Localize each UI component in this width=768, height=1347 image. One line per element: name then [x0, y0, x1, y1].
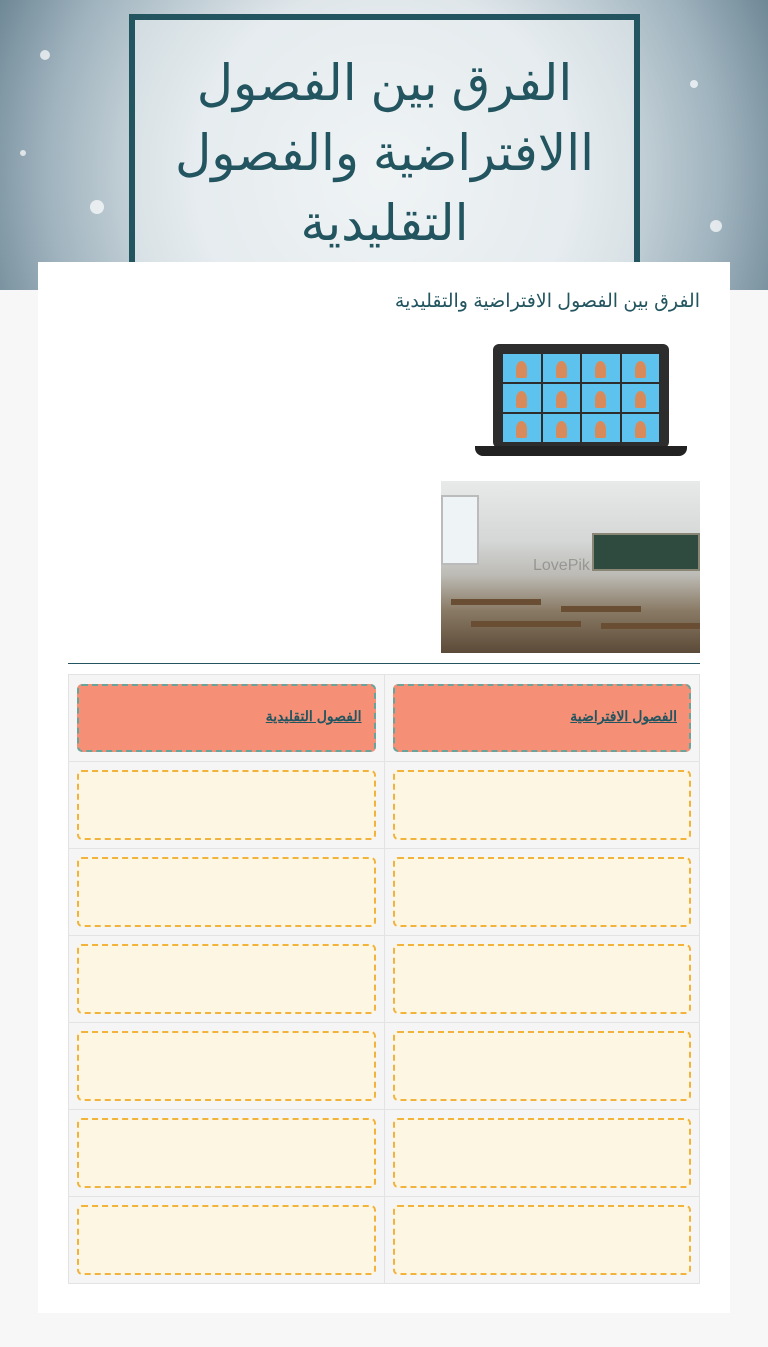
drop-zone[interactable] [77, 944, 376, 1014]
drop-zone[interactable] [77, 857, 376, 927]
classroom-photo [441, 481, 700, 653]
drop-zone[interactable] [393, 944, 692, 1014]
sorting-table [68, 674, 700, 1284]
drop-zone[interactable] [77, 1205, 376, 1275]
drop-zone[interactable] [393, 1205, 692, 1275]
drop-zone[interactable] [393, 770, 692, 840]
header-virtual-classes[interactable]: الفصول الافتراضية [393, 684, 692, 752]
drop-zone[interactable] [77, 1031, 376, 1101]
drop-zone[interactable] [393, 857, 692, 927]
header-traditional-classes[interactable]: الفصول التقليدية [77, 684, 376, 752]
drop-zone[interactable] [77, 1118, 376, 1188]
divider [68, 663, 700, 664]
subtitle: الفرق بين الفصول الافتراضية والتقليدية [394, 291, 700, 312]
virtual-class-laptop-image [475, 344, 687, 457]
drop-zone[interactable] [393, 1031, 692, 1101]
drop-zone[interactable] [77, 770, 376, 840]
page-title: الفرق بين الفصول االافتراضية والفصول التقليدية [129, 14, 640, 274]
content-card [38, 262, 730, 1313]
watermark: LovePik [533, 557, 590, 574]
header-banner [0, 0, 768, 290]
drop-zone[interactable] [393, 1118, 692, 1188]
